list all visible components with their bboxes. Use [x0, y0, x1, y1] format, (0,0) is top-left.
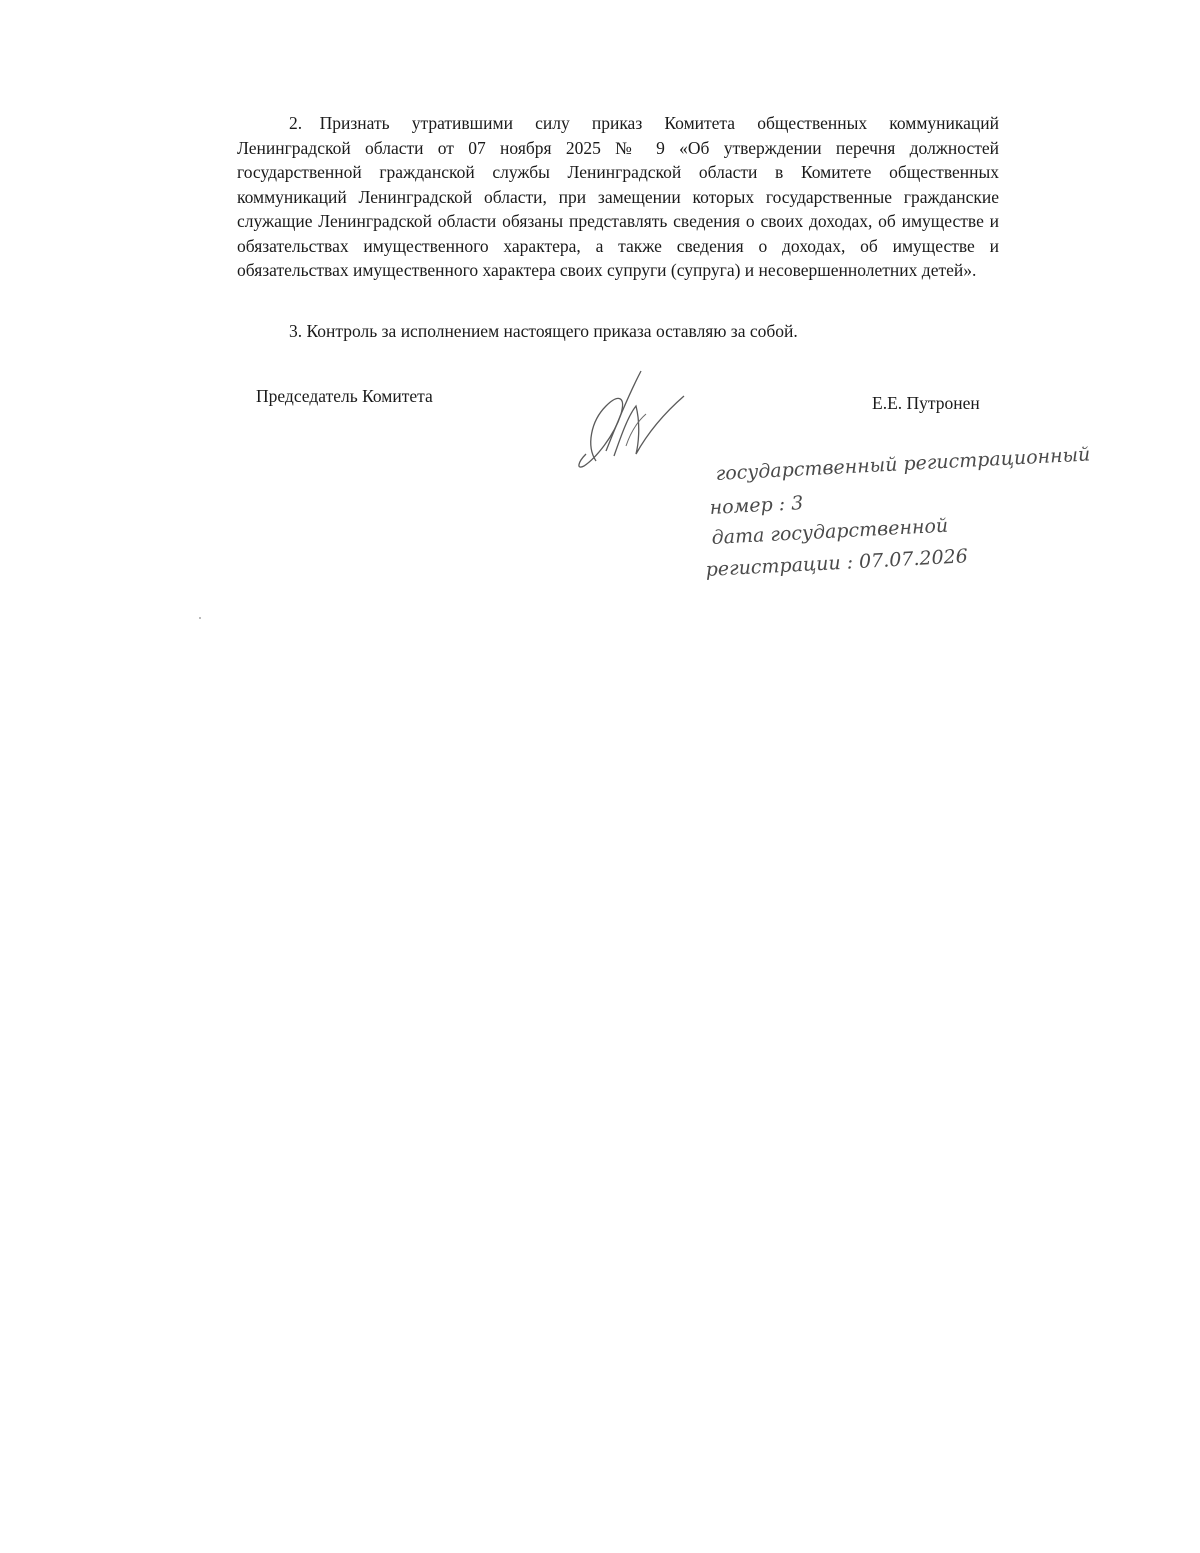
handnote-line-3: дата государственной: [711, 514, 949, 549]
handwritten-signature: [566, 366, 696, 476]
paragraph-item-2: 2. Признать утратившими силу приказ Комитета общественных коммуникаций Ленинградской области от 07 ноября 2025 № 9 «Об утверждении перечня должностей государственной гражданской службы Ленинградской области в Комитете общественных коммуникаций Ленинградской области, при замещении которых государственные гражданские служащие Ленинградской области обязаны представлять сведения о своих доходах, об имуществе и обязательствах имущественного характера, а также сведения о доходах, об имуществе и обязательствах имущественного характера своих супруги (супруга) и несовершеннолетних детей».: [237, 113, 999, 280]
handwritten-registration-note: [700, 443, 1091, 582]
handnote-line-4: регистрации : 07.07.2026: [705, 545, 969, 581]
scan-speck: [199, 617, 201, 619]
signer-title: Председатель Комитета: [256, 386, 433, 406]
signer-name: Е.Е. Путронен: [872, 393, 980, 413]
handnote-line-2: номер : 3: [709, 492, 804, 519]
paragraph-item-3: 3. Контроль за исполнением настоящего приказа оставляю за собой.: [289, 321, 798, 341]
handnote-line-1: государственный регистрационный: [715, 443, 1091, 485]
